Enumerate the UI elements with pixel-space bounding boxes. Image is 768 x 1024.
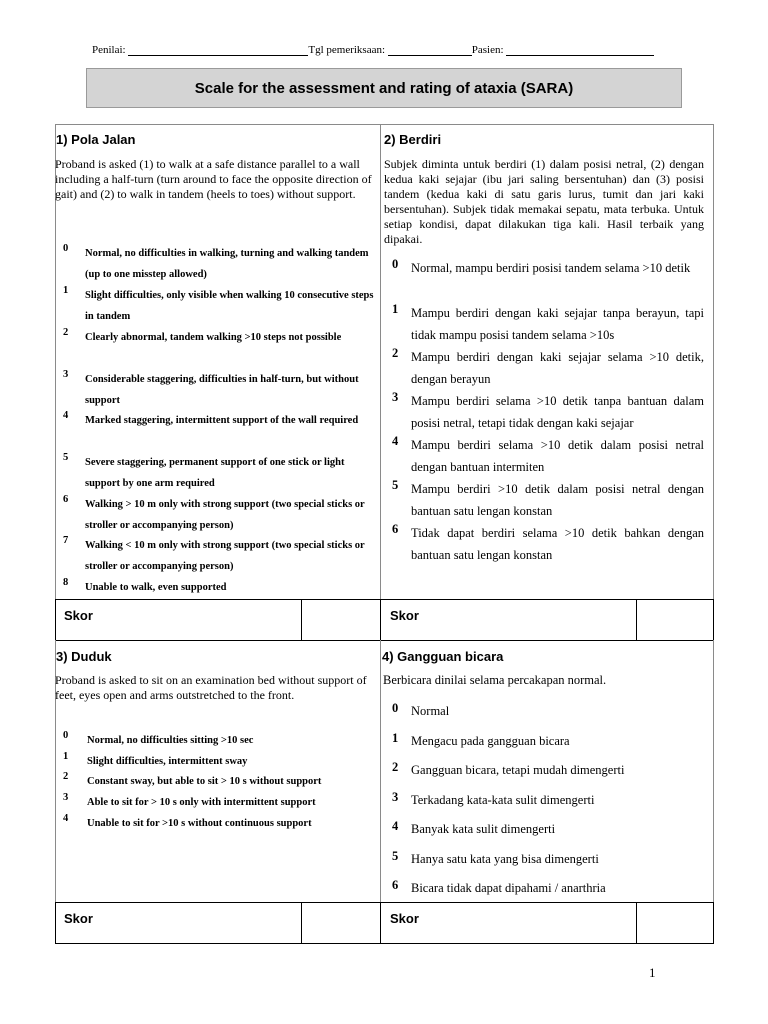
rating-number: 1 xyxy=(63,285,69,296)
rating-number: 0 xyxy=(63,730,69,741)
rating-item xyxy=(392,790,704,820)
rating-item xyxy=(63,751,381,771)
section-desc-berdiri: Subjek diminta untuk berdiri (1) dalam posisi netral, (2) dengan kedua kaki sejajar (ibu jari saling bersentuhan) dan (3) posisi tandem (kedua kaki di satu garis lurus, tumit dan jari kaki bersentuhan). Subjek tidak memakai sepatu, mata terbuka. Untuk setiap kondisi, dapat dilakukan tiga kali. Hasil terbaik yang dipakai. xyxy=(384,157,704,246)
rating-text: Hanya satu kata yang bisa dimengerti xyxy=(411,851,599,866)
score-row1-div2 xyxy=(380,599,381,641)
rating-text: Severe staggering, permanent support of one stick or light support by one arm required xyxy=(85,457,345,489)
rating-item xyxy=(63,494,381,535)
rating-number: 2 xyxy=(63,771,69,782)
section-title-pola-jalan: 1) Pola Jalan xyxy=(56,132,136,147)
rating-text: Banyak kata sulit dimengerti xyxy=(411,822,556,836)
score-row1-left xyxy=(55,599,56,641)
table-border-right-top xyxy=(713,124,714,600)
rating-number: 4 xyxy=(63,813,69,824)
rating-item xyxy=(63,771,381,792)
rating-number: 8 xyxy=(63,577,69,588)
rating-item xyxy=(392,257,704,302)
rating-number: 0 xyxy=(63,243,69,254)
rating-number: 3 xyxy=(63,369,69,380)
score-row2-left xyxy=(55,902,56,944)
score-field-pola-jalan[interactable] xyxy=(302,600,380,640)
score-field-duduk[interactable] xyxy=(302,903,380,943)
rating-text: Normal, no difficulties sitting >10 sec xyxy=(87,735,254,746)
rating-number: 7 xyxy=(63,535,69,546)
penilai-field[interactable] xyxy=(128,55,308,56)
section-title-gangguan-bicara: 4) Gangguan bicara xyxy=(382,649,504,664)
rating-text: Walking < 10 m only with strong support (two special sticks or stroller or accompanying person) xyxy=(85,540,365,572)
score-row1-right xyxy=(713,599,714,641)
penilai-label: Penilai: xyxy=(92,44,126,56)
score-label-berdiri: Skor xyxy=(390,608,419,623)
rating-item xyxy=(63,730,381,751)
rating-text: Slight difficulties, only visible when walking 10 consecutive steps in tandem xyxy=(85,290,374,322)
rating-item xyxy=(63,243,381,285)
table-border-right-bottom xyxy=(713,640,714,903)
rating-item xyxy=(63,577,381,598)
rating-text: Constant sway, but able to sit > 10 s without support xyxy=(87,776,322,787)
rating-list-duduk xyxy=(63,730,381,834)
rating-item xyxy=(392,849,704,879)
rating-item xyxy=(392,434,704,478)
pasien-label: Pasien: xyxy=(471,44,504,56)
score-row1-top xyxy=(55,599,714,600)
rating-item xyxy=(392,522,704,566)
rating-text: Bicara tidak dapat dipahami / anarthria xyxy=(411,881,606,895)
rating-number: 2 xyxy=(392,760,399,774)
rating-text: Gangguan bicara, tetapi mudah dimengerti xyxy=(411,763,625,777)
rating-item xyxy=(392,731,704,761)
rating-item xyxy=(392,701,704,731)
rating-item xyxy=(63,452,381,494)
rating-text: Mampu berdiri >10 detik dalam posisi netral dengan bantuan satu lengan konstan xyxy=(411,482,704,518)
score-label-duduk: Skor xyxy=(64,911,93,926)
rating-number: 6 xyxy=(392,878,399,892)
rating-text: Unable to walk, even supported xyxy=(85,582,227,593)
rating-item xyxy=(63,792,381,813)
rating-text: Clearly abnormal, tandem walking >10 steps not possible xyxy=(85,332,342,343)
rating-item xyxy=(392,346,704,390)
score-label-gangguan-bicara: Skor xyxy=(390,911,419,926)
section-title-berdiri: 2) Berdiri xyxy=(384,132,442,147)
rating-item xyxy=(392,478,704,522)
rating-number: 2 xyxy=(63,327,69,338)
rating-number: 4 xyxy=(63,410,69,421)
rating-item xyxy=(63,535,381,577)
rating-text: Mampu berdiri selama >10 detik tanpa bantuan dalam posisi netral, tetapi tidak dengan kaki sejajar xyxy=(411,394,704,430)
score-label-pola-jalan: Skor xyxy=(64,608,93,623)
score-field-gangguan-bicara[interactable] xyxy=(637,903,713,943)
rating-text: Tidak dapat berdiri selama >10 detik bahkan dengan bantuan satu lengan konstan xyxy=(411,526,704,562)
score-row2-bottom xyxy=(55,943,714,944)
rating-number: 6 xyxy=(392,522,399,536)
score-row2-div2 xyxy=(380,902,381,944)
rating-item xyxy=(392,390,704,434)
rating-text: Terkadang kata-kata sulit dimengerti xyxy=(411,792,595,807)
header-fields xyxy=(92,44,654,56)
rating-text: Walking > 10 m only with strong support (two special sticks or stroller or accompanying person) xyxy=(85,499,365,531)
rating-number: 2 xyxy=(392,346,399,360)
section-desc-duduk: Proband is asked to sit on an examination bed without support of feet, eyes open and arms outstretched to the front. xyxy=(55,673,367,702)
rating-number: 4 xyxy=(392,434,399,448)
table-border-top xyxy=(55,124,714,125)
rating-text: Normal, no difficulties in walking, turning and walking tandem (up to one misstep allowed) xyxy=(85,248,369,280)
rating-number: 1 xyxy=(392,302,399,316)
rating-number: 3 xyxy=(392,789,399,804)
section-desc-gangguan-bicara: Berbicara dinilai selama percakapan normal. xyxy=(383,673,607,687)
rating-text: Mampu berdiri dengan kaki sejajar selama >10 detik, dengan berayun xyxy=(411,350,704,386)
rating-text: Mengacu pada gangguan bicara xyxy=(411,733,570,748)
rating-item xyxy=(63,327,381,369)
score-row1-bottom xyxy=(55,640,714,641)
rating-list-berdiri xyxy=(392,257,704,566)
rating-text: Mampu berdiri dengan kaki sejajar tanpa berayun, tapi tidak mampu posisi tandem selama >10s xyxy=(411,306,704,342)
rating-number: 6 xyxy=(63,494,69,505)
rating-list-pola-jalan xyxy=(63,243,381,598)
page-title: Scale for the assessment and rating of ataxia (SARA) xyxy=(194,79,574,97)
rating-item xyxy=(392,819,704,849)
section-desc-pola-jalan: Proband is asked (1) to walk at a safe distance parallel to a wall including a half-turn (turn around to face the opposite direction of gait) and (2) to walk in tandem (heels to toes) without support. xyxy=(55,157,372,201)
rating-text: Unable to sit for >10 s without continuous support xyxy=(87,818,312,829)
rating-item xyxy=(63,285,381,327)
rating-text: Able to sit for > 10 s only with intermittent support xyxy=(87,797,316,808)
rating-item xyxy=(392,302,704,346)
rating-text: Normal xyxy=(411,704,450,718)
page-number: 1 xyxy=(649,965,656,980)
rating-number: 3 xyxy=(392,390,399,404)
rating-number: 4 xyxy=(392,819,399,833)
rating-item xyxy=(392,760,704,790)
pasien-field[interactable] xyxy=(506,55,654,56)
rating-text: Marked staggering, intermittent support of the wall required xyxy=(85,415,359,426)
rating-text: Mampu berdiri selama >10 detik dalam posisi netral dengan bantuan intermiten xyxy=(411,438,704,474)
rating-number: 5 xyxy=(392,848,399,863)
tgl-label: Tgl pemeriksaan: xyxy=(308,44,386,56)
rating-list-gangguan-bicara xyxy=(392,701,704,908)
rating-number: 1 xyxy=(392,730,399,745)
rating-item xyxy=(63,813,381,834)
title-banner xyxy=(86,68,682,108)
rating-number: 1 xyxy=(63,751,69,762)
rating-number: 5 xyxy=(63,452,69,463)
rating-number: 3 xyxy=(63,792,69,803)
rating-number: 0 xyxy=(392,701,399,715)
rating-text: Normal, mampu berdiri posisi tandem selama >10 detik xyxy=(411,261,691,275)
rating-text: Considerable staggering, difficulties in half-turn, but without support xyxy=(85,374,359,406)
rating-number: 5 xyxy=(392,478,399,492)
score-field-berdiri[interactable] xyxy=(637,600,713,640)
tgl-field[interactable] xyxy=(388,55,472,56)
rating-text: Slight difficulties, intermittent sway xyxy=(87,756,248,767)
score-row2-right xyxy=(713,902,714,944)
section-title-duduk: 3) Duduk xyxy=(56,649,112,664)
rating-item xyxy=(63,410,381,452)
rating-item xyxy=(63,369,381,410)
rating-number: 0 xyxy=(392,257,399,271)
